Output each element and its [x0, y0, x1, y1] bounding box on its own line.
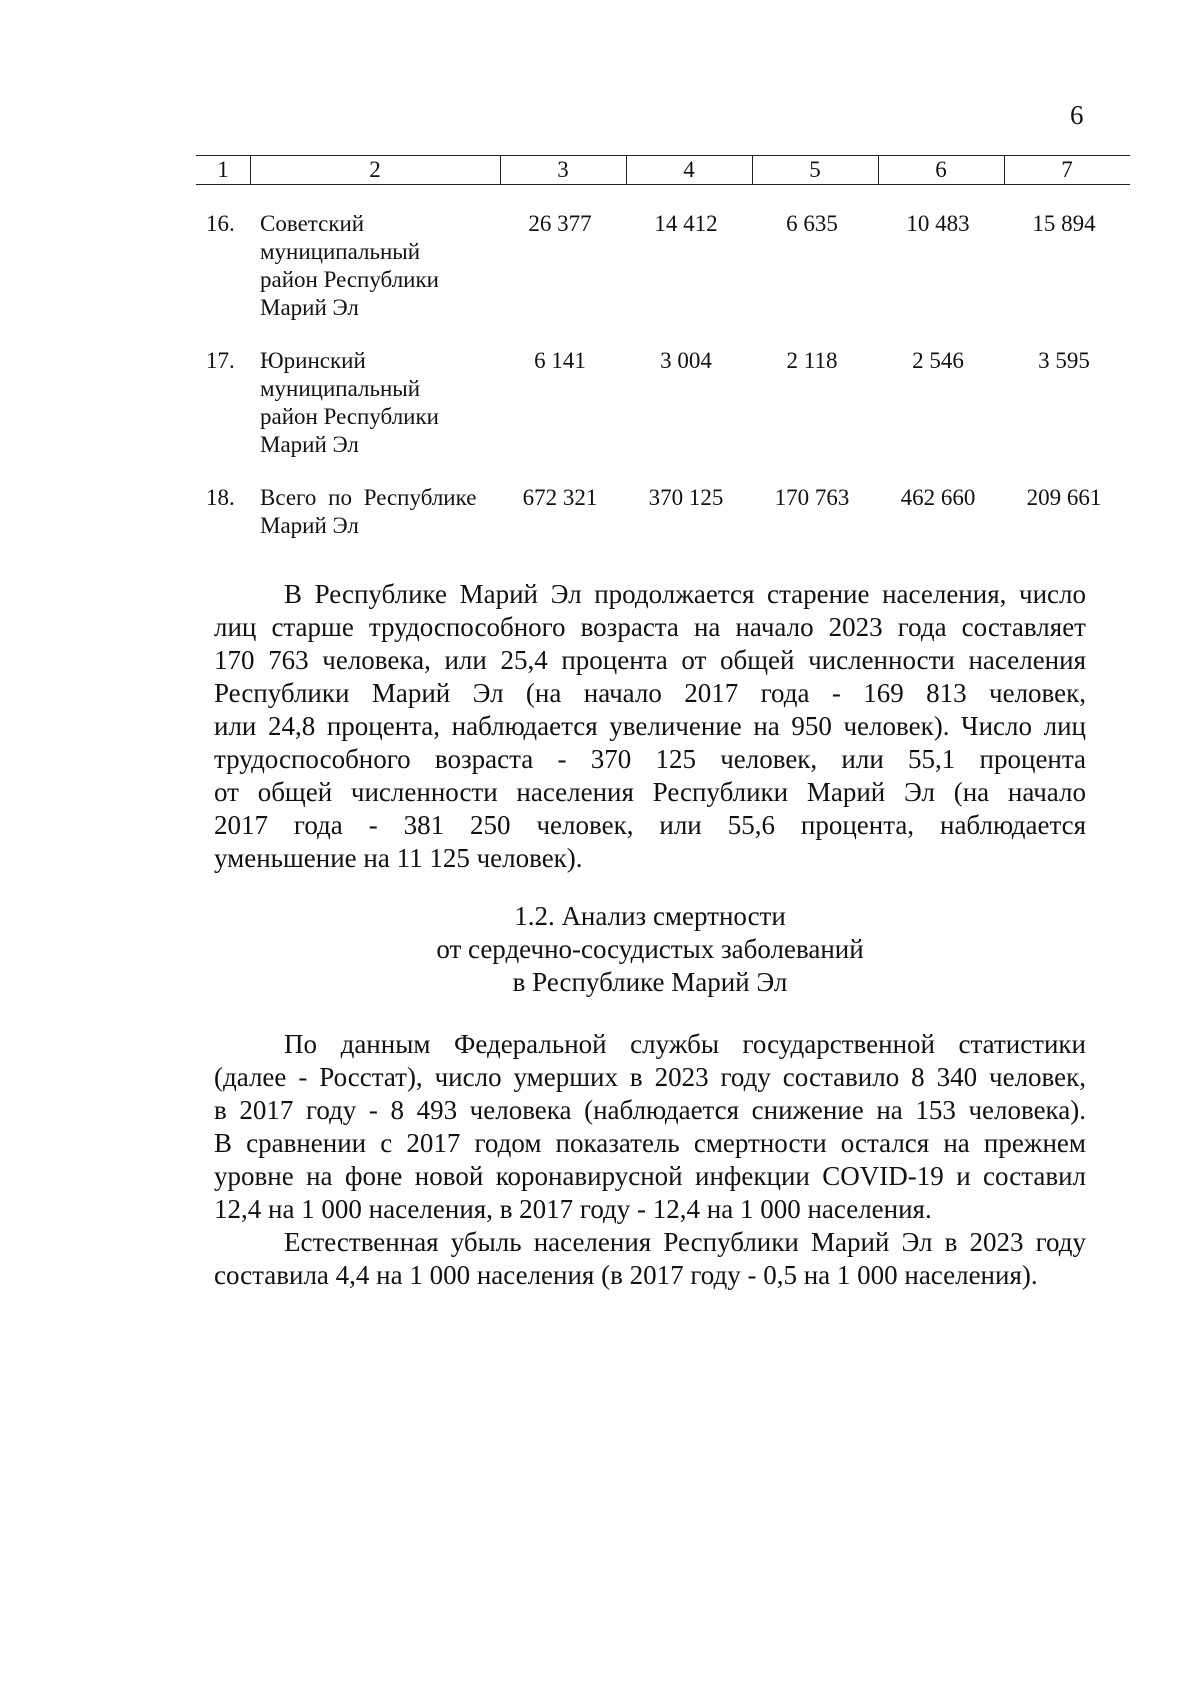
cell-col-3: 672 321: [522, 485, 598, 510]
body-paragraph-aging: [214, 578, 1086, 875]
column-header-2: 2: [369, 157, 381, 182]
paragraph-line: Естественная убыль населения Республики Марий Эл в 2023 году: [284, 1227, 1086, 1257]
paragraph-line: В сравнении с 2017 годом показатель смертности остался на прежнем: [214, 1128, 1086, 1158]
table-row: [196, 347, 1130, 462]
row-number: 16.: [206, 211, 235, 236]
cell-col-3: 26 377: [528, 211, 592, 236]
row-name-line: Марий Эл: [260, 295, 359, 320]
paragraph-line: лиц старше трудоспособного возраста на начало 2023 года составляет: [214, 612, 1086, 642]
column-header-1: 1: [217, 157, 229, 182]
row-name-line: район Республики: [260, 404, 439, 429]
cell-col-7: 3 595: [1038, 348, 1090, 373]
page-number: 6: [1070, 100, 1084, 130]
body-paragraph-mortality: [214, 1028, 1086, 1226]
row-name-line: Юринский: [260, 348, 366, 373]
cell-col-6: 2 546: [912, 348, 964, 373]
cell-col-6: 462 660: [900, 485, 976, 510]
cell-col-6: 10 483: [906, 211, 970, 236]
paragraph-line: 12,4 на 1 000 населения, в 2017 году - 12,4 на 1 000 населения.: [214, 1194, 932, 1224]
cell-col-3: 6 141: [534, 348, 586, 373]
heading-line: в Республике Марий Эл: [512, 967, 788, 997]
paragraph-line: В Республике Марий Эл продолжается старение населения, число: [284, 579, 1086, 609]
row-name-line: муниципальный: [260, 376, 421, 401]
paragraph-line: По данным Федеральной службы государственной статистики: [284, 1029, 1086, 1059]
row-name-line: Всего по Республике: [260, 485, 477, 510]
cell-col-7: 15 894: [1032, 211, 1096, 236]
column-header-4: 4: [683, 157, 695, 182]
cell-col-5: 6 635: [786, 211, 838, 236]
row-name: [260, 210, 492, 322]
paragraph-line: трудоспособного возраста - 370 125 человек, или 55,1 процента: [214, 744, 1086, 774]
paragraph-line: от общей численности населения Республики Марий Эл (на начало: [214, 777, 1086, 807]
table-header-row: [196, 155, 1130, 185]
row-number: 18.: [206, 485, 235, 510]
column-header-3: 3: [557, 157, 569, 182]
paragraph-line: (далее - Росстат), число умерших в 2023 году составило 8 340 человек,: [214, 1062, 1086, 1092]
paragraph-line: или 24,8 процента, наблюдается увеличение на 950 человек). Число лиц: [214, 711, 1086, 741]
section-heading: [214, 900, 1086, 999]
heading-line: 1.2. Анализ смертности: [514, 901, 786, 931]
table-row: [196, 484, 1130, 544]
heading-line: от сердечно-сосудистых заболеваний: [436, 934, 864, 964]
column-header-6: 6: [935, 157, 947, 182]
column-header-7: 7: [1061, 157, 1073, 182]
column-header-5: 5: [809, 157, 821, 182]
row-name: [260, 484, 492, 540]
cell-col-5: 170 763: [774, 485, 850, 510]
row-name-line: муниципальный: [260, 239, 421, 264]
cell-col-5: 2 118: [786, 348, 838, 373]
row-name-line: Марий Эл: [260, 432, 359, 457]
paragraph-line: 170 763 человека, или 25,4 процента от общей численности населения: [214, 645, 1086, 675]
cell-col-4: 3 004: [660, 348, 712, 373]
row-name: [260, 347, 492, 459]
paragraph-line: 2017 года - 381 250 человек, или 55,6 процента, наблюдается: [214, 810, 1086, 840]
row-name-line: район Республики: [260, 267, 439, 292]
cell-col-4: 370 125: [648, 485, 724, 510]
row-name-line: Советский: [260, 211, 365, 236]
paragraph-line: уровне на фоне новой коронавирусной инфекции COVID-19 и составил: [214, 1161, 1086, 1191]
paragraph-line: уменьшение на 11 125 человек).: [214, 843, 583, 873]
paragraph-line: составила 4,4 на 1 000 населения (в 2017 году - 0,5 на 1 000 населения).: [214, 1260, 1038, 1290]
row-number: 17.: [206, 348, 235, 373]
paragraph-line: в 2017 году - 8 493 человека (наблюдается снижение на 153 человека).: [214, 1095, 1086, 1125]
row-name-line: Марий Эл: [260, 513, 359, 538]
cell-col-7: 209 661: [1026, 485, 1102, 510]
cell-col-4: 14 412: [654, 211, 718, 236]
body-paragraph-natural-decline: [214, 1226, 1086, 1292]
table-row: [196, 210, 1130, 325]
paragraph-line: Республики Марий Эл (на начало 2017 года - 169 813 человек,: [214, 678, 1086, 708]
